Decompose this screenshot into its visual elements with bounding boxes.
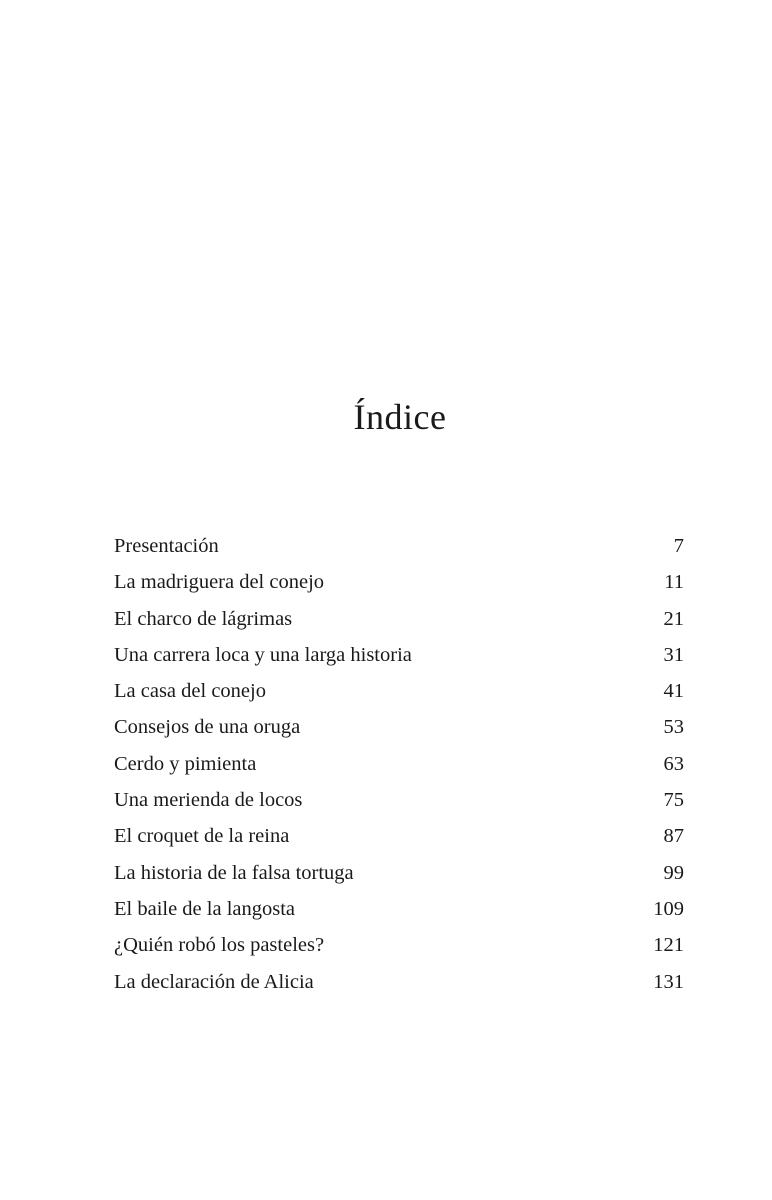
toc-entry-page: 41 xyxy=(663,680,684,703)
toc-entry xyxy=(114,637,684,673)
toc-entry-title: La declaración de Alicia xyxy=(114,970,314,993)
toc-entry-page: 87 xyxy=(663,825,684,848)
toc-entry-page: 121 xyxy=(653,934,684,957)
toc-entry-page: 99 xyxy=(663,861,684,884)
toc-entry-page: 53 xyxy=(663,716,684,739)
toc-entry-title: La historia de la falsa tortuga xyxy=(114,861,354,884)
toc-entry-page: 21 xyxy=(663,607,684,630)
toc-entry-title: Una merienda de locos xyxy=(114,789,303,812)
table-of-contents xyxy=(114,528,684,1000)
toc-entry-title: Cerdo y pimienta xyxy=(114,752,257,775)
toc-entry-title: Una carrera loca y una larga historia xyxy=(114,643,412,666)
toc-entry-title: ¿Quién robó los pasteles? xyxy=(114,934,325,957)
toc-entry-title: La madriguera del conejo xyxy=(114,571,325,594)
toc-entry-title: El croquet de la reina xyxy=(114,825,290,848)
toc-entry-page: 31 xyxy=(663,643,684,666)
toc-entry xyxy=(114,782,684,818)
toc-entry xyxy=(114,855,684,891)
toc-entry xyxy=(114,746,684,782)
toc-entry xyxy=(114,601,684,637)
toc-entry-title: Consejos de una oruga xyxy=(114,716,301,739)
toc-entry-title: El baile de la langosta xyxy=(114,897,296,920)
toc-entry xyxy=(114,709,684,745)
toc-entry-title: El charco de lágrimas xyxy=(114,607,293,630)
toc-entry-page: 7 xyxy=(673,535,684,557)
toc-entry xyxy=(114,891,684,927)
toc-entry-page: 11 xyxy=(664,571,684,594)
toc-entry-title: La casa del conejo xyxy=(114,680,266,703)
toc-entry xyxy=(114,564,684,600)
toc-entry xyxy=(114,673,684,709)
toc-entry-page: 75 xyxy=(663,789,684,812)
toc-entry xyxy=(114,528,684,564)
toc-entry-page: 109 xyxy=(653,897,684,920)
toc-entry-title: Presentación xyxy=(114,535,219,557)
toc-entry-page: 131 xyxy=(653,970,684,993)
toc-entry xyxy=(114,927,684,963)
toc-entry xyxy=(114,818,684,854)
toc-entry xyxy=(114,964,684,1000)
toc-entry-page: 63 xyxy=(663,752,684,775)
page-title: Índice xyxy=(353,397,447,437)
